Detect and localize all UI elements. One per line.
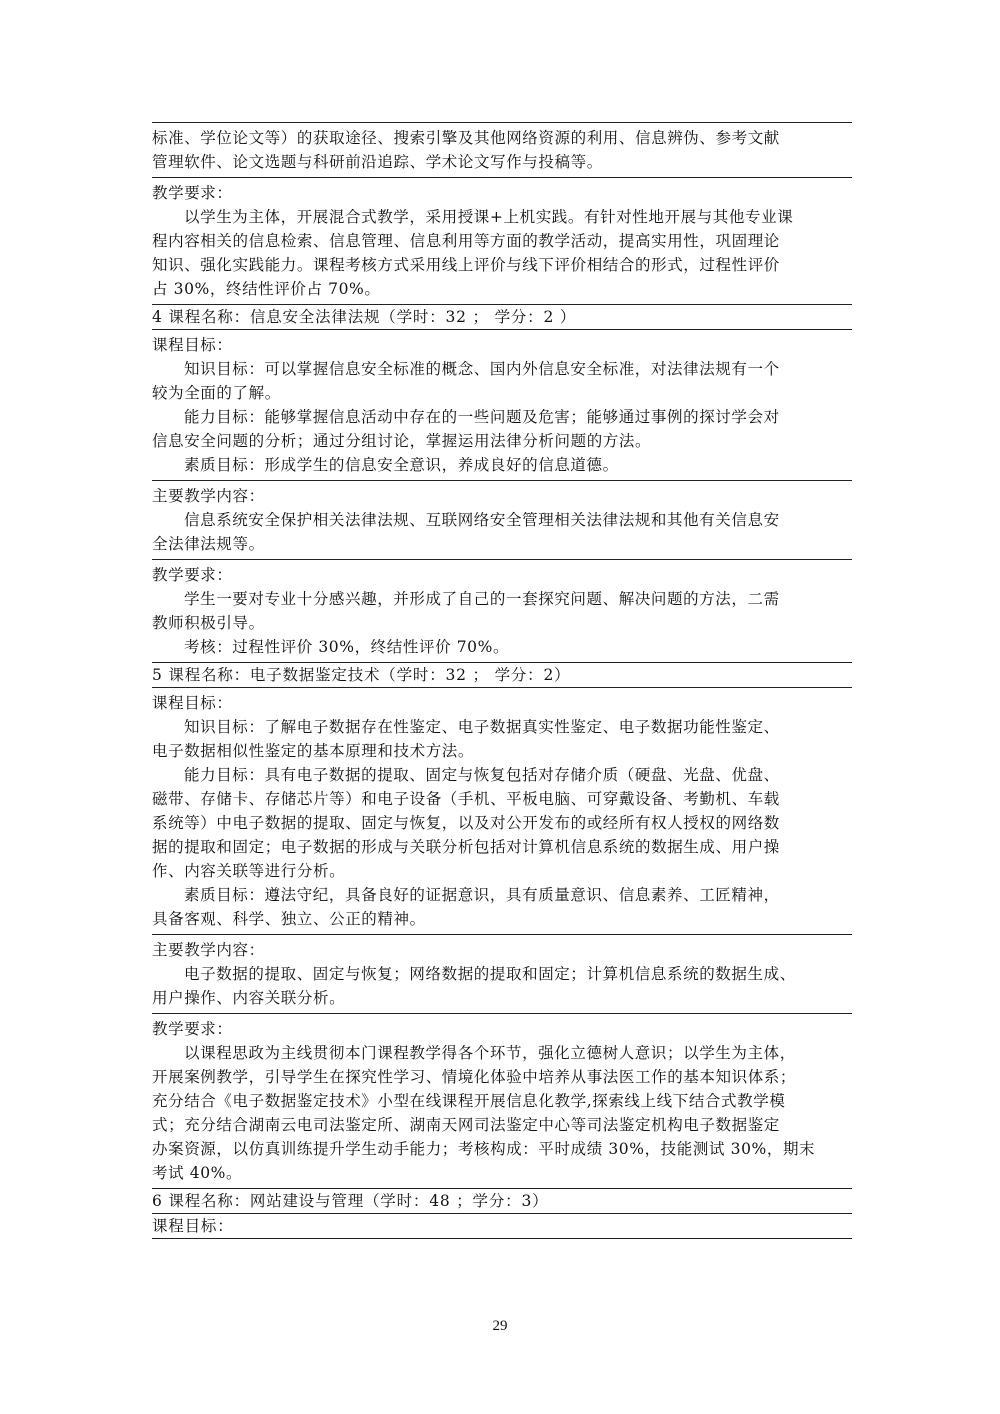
text-line: 管理软件、论文选题与科研前沿追踪、学术论文写作与投稿等。: [152, 153, 603, 171]
section-label: 主要教学内容：: [152, 487, 265, 505]
text-line: 学生一要对专业十分感兴趣，并形成了自己的一套探究问题、解决问题的方法，二需: [184, 590, 780, 608]
text-line: 占 30%，终结性评价占 70%。: [152, 280, 381, 298]
text-line: 信息系统安全保护相关法律法规、互联网络安全管理相关法律法规和其他有关信息安: [184, 511, 780, 529]
text-line: 电子数据的提取、固定与恢复；网络数据的提取和固定；计算机信息系统的数据生成、: [184, 965, 796, 983]
text-line: 具备客观、科学、独立、公正的精神。: [152, 910, 426, 928]
section-label: 课程目标：: [152, 1217, 234, 1235]
course4-content: [152, 481, 852, 559]
text-line: 教师积极引导。: [152, 614, 265, 632]
text-line: 知识、强化实践能力。课程考核方式采用线上评价与线下评价相结合的形式，过程性评价: [152, 256, 780, 274]
course-title: 6 课程名称：网站建设与管理（学时：48 ；学分：3）: [152, 1192, 549, 1210]
course-title: 4 课程名称：信息安全法律法规（学时：32 ； 学分：2 ）: [152, 308, 577, 326]
course5-requirements: [152, 1014, 852, 1188]
text-line: 能力目标：能够掌握信息活动中存在的一些问题及危害；能够通过事例的探讨学会对: [184, 408, 780, 426]
text-line: 开展案例教学，引导学生在探究性学习、情境化体验中培养从事法医工作的基本知识体系；: [152, 1068, 797, 1086]
section-label: 教学要求：: [152, 1020, 233, 1038]
text-line: 据的提取和固定；电子数据的形成与关联分析包括对计算机信息系统的数据生成、用户操: [152, 838, 780, 856]
text-line: 磁带、存储卡、存储芯片等）和电子设备（手机、平板电脑、可穿戴设备、考勤机、车载: [152, 790, 780, 808]
text-line: 较为全面的了解。: [152, 384, 281, 402]
section-prev-requirements: [152, 178, 852, 304]
text-line: 以课程思政为主线贯彻本门课程教学得各个环节，强化立德树人意识；以学生为主体，: [184, 1044, 796, 1062]
text-line: 电子数据相似性鉴定的基本原理和技术方法。: [152, 742, 475, 760]
text-line: 信息安全问题的分析；通过分组讨论，掌握运用法律分析问题的方法。: [152, 432, 652, 450]
text-line: 以学生为主体，开展混合式教学，采用授课+上机实践。有针对性地开展与其他专业课: [184, 208, 794, 226]
table-border: [152, 1238, 852, 1239]
text-line: 标准、学位论文等）的获取途径、搜索引擎及其他网络资源的利用、信息辨伪、参考文献: [152, 129, 780, 147]
course5-content: [152, 935, 852, 1013]
text-line: 知识目标：可以掌握信息安全标准的概念、国内外信息安全标准，对法律法规有一个: [184, 360, 780, 378]
text-line: 知识目标：了解电子数据存在性鉴定、电子数据真实性鉴定、电子数据功能性鉴定、: [184, 718, 780, 736]
section-label: 课程目标：: [152, 336, 233, 354]
text-line: 充分结合《电子数据鉴定技术》小型在线课程开展信息化教学,探索线上线下结合式教学模: [152, 1092, 786, 1110]
text-line: 考核：过程性评价 30%，终结性评价 70%。: [184, 638, 510, 656]
text-line: 素质目标：形成学生的信息安全意识，养成良好的信息道德。: [184, 456, 619, 474]
course4-requirements: [152, 560, 852, 662]
text-line: 用户操作、内容关联分析。: [152, 989, 346, 1007]
text-line: 考试 40%。: [152, 1164, 243, 1182]
section-label: 主要教学内容：: [152, 941, 265, 959]
text-line: 作、内容关联等进行分析。: [152, 862, 346, 880]
text-line: 系统等）中电子数据的提取、固定与恢复，以及对公开发布的或经所有权人授权的网络数: [152, 814, 780, 832]
section-label: 课程目标：: [152, 694, 233, 712]
text-line: 式；充分结合湖南云电司法鉴定所、湖南天网司法鉴定中心等司法鉴定机构电子数据鉴定: [152, 1116, 780, 1134]
course5-objectives: [152, 688, 852, 934]
text-line: 办案资源，以仿真训练提升学生动手能力；考核构成：平时成绩 30%，技能测试 30%，期末: [152, 1140, 816, 1158]
course-title: 5 课程名称：电子数据鉴定技术（学时：32 ； 学分：2）: [152, 666, 571, 684]
text-line: 素质目标：遵法守纪，具备良好的证据意识，具有质量意识、信息素养、工匠精神，: [184, 886, 780, 904]
text-line: 程内容相关的信息检索、信息管理、信息利用等方面的教学活动，提高实用性，巩固理论: [152, 232, 780, 250]
section-label: 教学要求：: [152, 184, 233, 202]
text-line: 全法律法规等。: [152, 535, 265, 553]
section-prev-content: [152, 123, 852, 177]
text-line: 能力目标：具有电子数据的提取、固定与恢复包括对存储介质（硬盘、光盘、优盘、: [184, 766, 780, 784]
course4-objectives: [152, 330, 852, 480]
section-label: 教学要求：: [152, 566, 233, 584]
page-number: 29: [492, 1318, 508, 1334]
document-body: [152, 122, 852, 1239]
